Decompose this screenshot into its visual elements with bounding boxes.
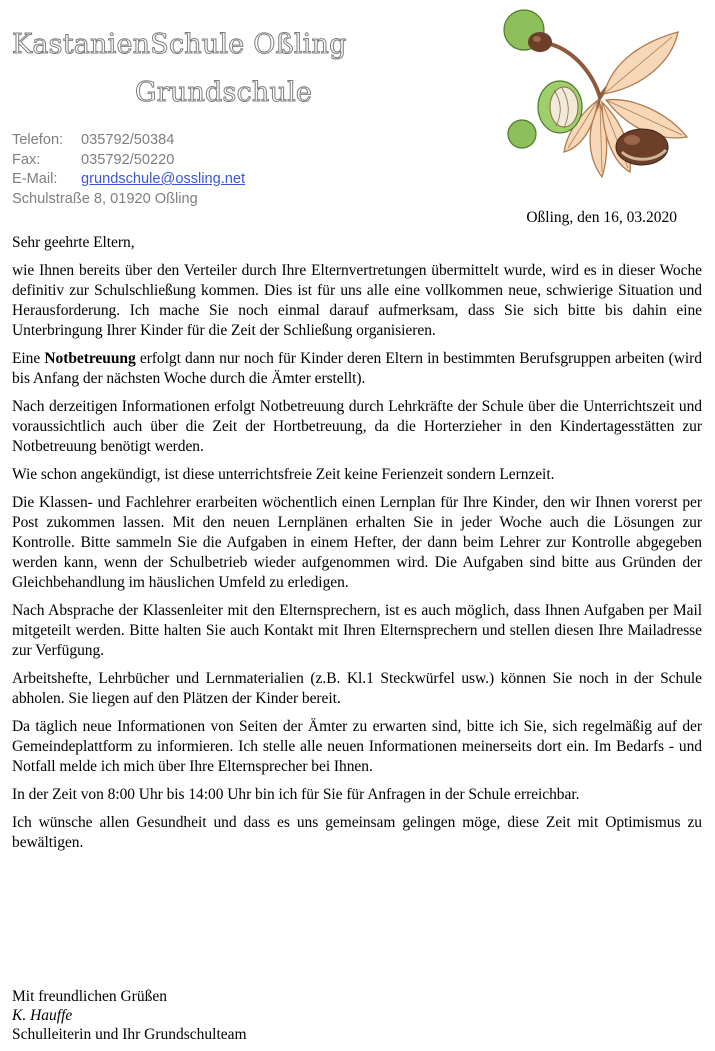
- paragraph-6: Nach Absprache der Klassenleiter mit den Elternsprechern, ist es auch möglich, dass Ihnen Aufgaben per Mail mitgeteilt werden. Bitte halten Sie auch Kontakt mit Ihren Elternsprechern und stellen diesen Ihre Mailadresse zur Verfügung.: [12, 602, 702, 659]
- phone-label: Telefon:: [12, 132, 64, 148]
- paragraph-5: Die Klassen- und Fachlehrer erarbeiten wöchentlich einen Lernplan für Ihre Kinder, den wir Ihnen vorerst per Post zukommen lassen. Mit den neuen Lernplänen erhalten Sie in jeder Woche auch die Lösungen zur Kontrolle. Bitte sammeln Sie die Aufgaben in einem Hefter, der dann beim Lehrer zur Kontrolle abgegeben werden kann, wenn der Schulbetrieb wieder aufgenommen wird. Die Aufgaben sind bitte aus Gründen der Gleichbehandlung im häuslichen Umfeld zu erledigen.: [12, 494, 702, 591]
- email-row: [12, 170, 245, 190]
- closing-greeting: Mit freundlichen Grüßen: [12, 988, 167, 1005]
- salutation: Sehr geehrte Eltern,: [12, 234, 135, 251]
- closing-block: [12, 987, 247, 1044]
- paragraph-2-post: erfolgt dann nur noch für Kinder deren Eltern in bestimmten Berufsgruppen arbeiten (wird bis Anfang der nächsten Woche durch die Ämter erstellt).: [12, 350, 702, 387]
- paragraph-8: Da täglich neue Informationen von Seiten der Ämter zu erwarten sind, bitte ich Sie, sich regelmäßig auf der Gemeindeplattform zu informieren. Ich stelle alle neuen Informationen meinerseits dort ein. Im Bedarfs - und Notfall melde ich mich über Ihre Elternsprecher bei Ihnen.: [12, 718, 702, 775]
- phone-row: [12, 131, 245, 151]
- address-row: Schulstraße 8, 01920 Oßling: [12, 190, 198, 207]
- paragraph-2-pre: Eine: [12, 350, 45, 367]
- paragraph-4: Wie schon angekündigt, ist diese unterrichtsfreie Zeit keine Ferienzeit sondern Lernzeit.: [12, 466, 555, 483]
- school-type-heading: Grundschule: [135, 77, 313, 108]
- paragraph-9: In der Zeit von 8:00 Uhr bis 14:00 Uhr bin ich für Sie für Anfragen in der Schule erreichbar.: [12, 786, 580, 803]
- letter-date: Oßling, den 16, 03.2020: [526, 209, 677, 226]
- email-link[interactable]: grundschule@ossling.net: [81, 171, 246, 187]
- school-name-heading: KastanienSchule Oßling: [12, 29, 347, 60]
- contact-block: [12, 131, 245, 209]
- paragraph-2: [12, 349, 702, 389]
- phone-value: 035792/50384: [81, 132, 175, 148]
- email-label: E-Mail:: [12, 171, 58, 187]
- chestnut-branch-icon: [482, 2, 692, 182]
- letter-body: [12, 233, 702, 861]
- fax-row: [12, 151, 245, 171]
- signature-name: K. Hauffe: [12, 1007, 73, 1024]
- paragraph-7: Arbeitshefte, Lehrbücher und Lernmaterialien (z.B. Kl.1 Steckwürfel usw.) können Sie noch in der Schule abholen. Sie liegen auf den Plätzen der Kinder bereit.: [12, 670, 702, 707]
- paragraph-10: Ich wünsche allen Gesundheit und dass es uns gemeinsam gelingen möge, diese Zeit mit Optimismus zu bewältigen.: [12, 814, 702, 851]
- paragraph-1: wie Ihnen bereits über den Verteiler durch Ihre Elternvertretungen übermittelt wurde, wird es in dieser Woche definitiv zur Schulschließung kommen. Dies ist für uns alle eine vollkommen neue, schwierige Situation und Herausforderung. Ich mache Sie noch einmal darauf aufmerksam, dass Sie sich bitte bis dahin eine Unterbringung Ihrer Kinder für die Zeit der Schließung organisieren.: [12, 262, 702, 339]
- fax-label: Fax:: [12, 151, 41, 168]
- fax-value: 035792/50220: [81, 151, 175, 168]
- paragraph-3: Nach derzeitigen Informationen erfolgt Notbetreuung durch Lehrkräfte der Schule über die Unterrichtszeit und voraussichtlich auch über die Zeit der Hortbetreuung, da die Horterzieher in den Kindertagesstätten zur Notbetreuung benötigt werden.: [12, 398, 702, 455]
- notbetreuung-bold: Notbetreuung: [44, 350, 136, 367]
- signature-role: Schulleiterin und Ihr Grundschulteam: [12, 1026, 247, 1043]
